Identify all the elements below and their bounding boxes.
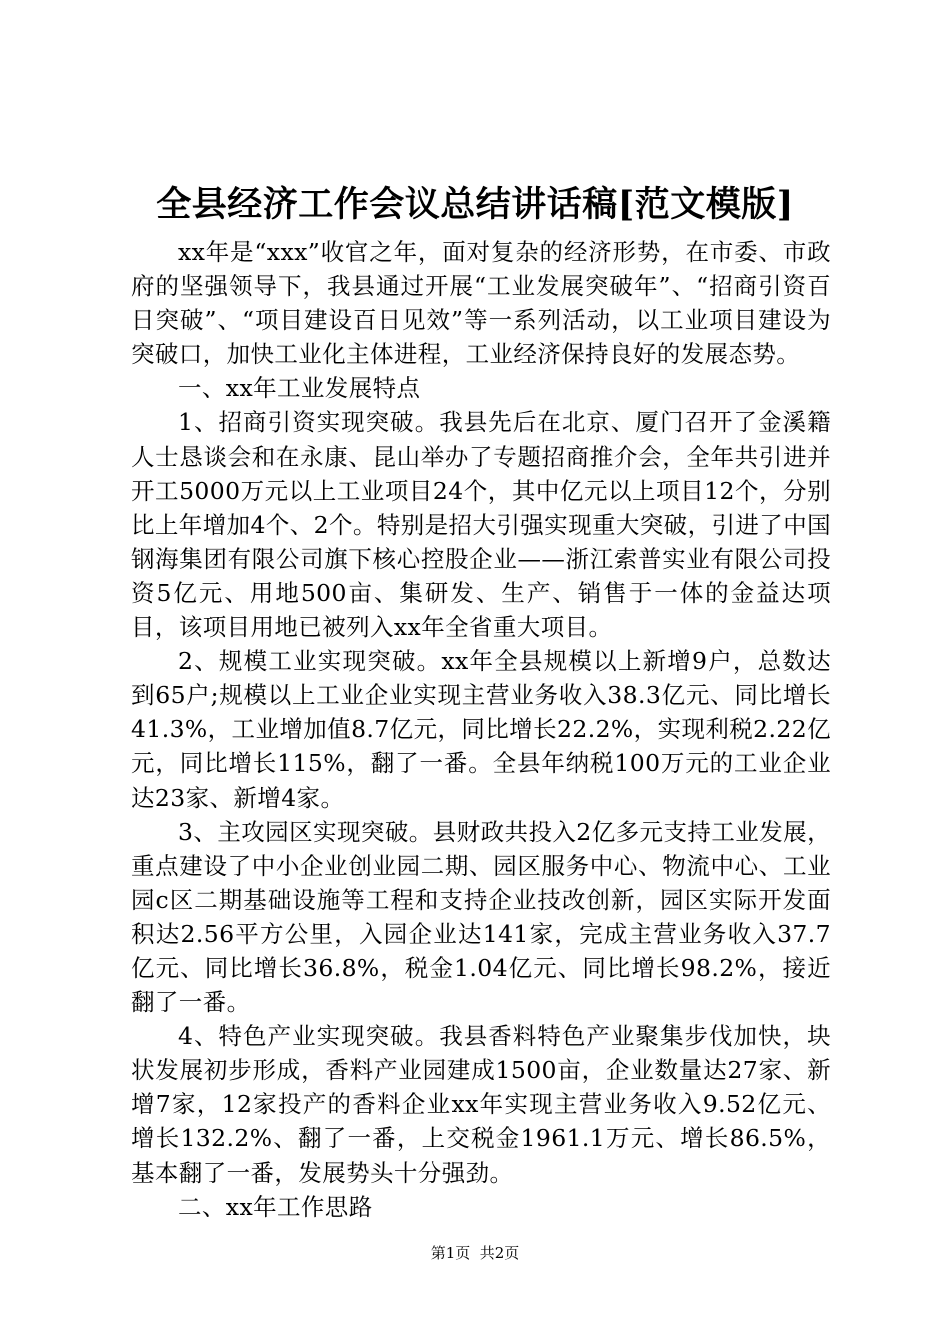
section-heading-1: 一、xx年工业发展特点: [178, 374, 421, 403]
paragraph-item-4: 4、特色产业实现突破。我县香料特色产业聚集步伐加快，块状发展初步形成，香料产业园建成1500亩，企业数量达27家、新增7家，12家投产的香料企业xx年实现主营业务收入9.52亿元、增长132.2%、翻了一番，上交税金1961.1万元、增长86.5%，基本翻了一番，发展势头十分强劲。: [131, 1022, 831, 1187]
paragraph-item-1: 1、招商引资实现突破。我县先后在北京、厦门召开了金溪籍人士恳谈会和在永康、昆山举办了专题招商推介会，全年共引进并开工5000万元以上工业项目24个，其中亿元以上项目12个，分别比上年增加4个、2个。特别是招大引强实现重大突破，引进了中国钢海集团有限公司旗下核心控股企业——浙江索普实业有限公司投资5亿元、用地500亩、集研发、生产、销售于一体的金益达项目，该项目用地已被列入xx年全省重大项目。: [131, 408, 831, 642]
document-title: 全县经济工作会议总结讲话稿[范文模版]: [156, 184, 794, 225]
paragraph-item-2: 2、规模工业实现突破。xx年全县规模以上新增9户，总数达到65户;规模以上工业企业实现主营业务收入38.3亿元、同比增长41.3%，工业增加值8.7亿元，同比增长22.2%，实现利税2.22亿元，同比增长115%，翻了一番。全县年纳税100万元的工业企业达23家、新增4家。: [131, 647, 831, 812]
paragraph-item-3: 3、主攻园区实现突破。县财政共投入2亿多元支持工业发展，重点建设了中小企业创业园二期、园区服务中心、物流中心、工业园c区二期基础设施等工程和支持企业技改创新，园区实际开发面积达2.56平方公里，入园企业达141家，完成主营业务收入37.7亿元、同比增长36.8%，税金1.04亿元、同比增长98.2%，接近翻了一番。: [131, 817, 831, 1017]
section-heading-2: 二、xx年工作思路: [178, 1192, 373, 1221]
document-body: [131, 235, 831, 1224]
page-number-footer: 第1页 共2页: [430, 1244, 520, 1262]
intro-paragraph: xx年是“xxx”收官之年，面对复杂的经济形势，在市委、市政府的坚强领导下，我县通过开展“工业发展突破年”、“招商引资百日突破”、“项目建设百日见效”等一系列活动，以工业项目建设为突破口，加快工业化主体进程，工业经济保持良好的发展态势。: [131, 238, 831, 369]
